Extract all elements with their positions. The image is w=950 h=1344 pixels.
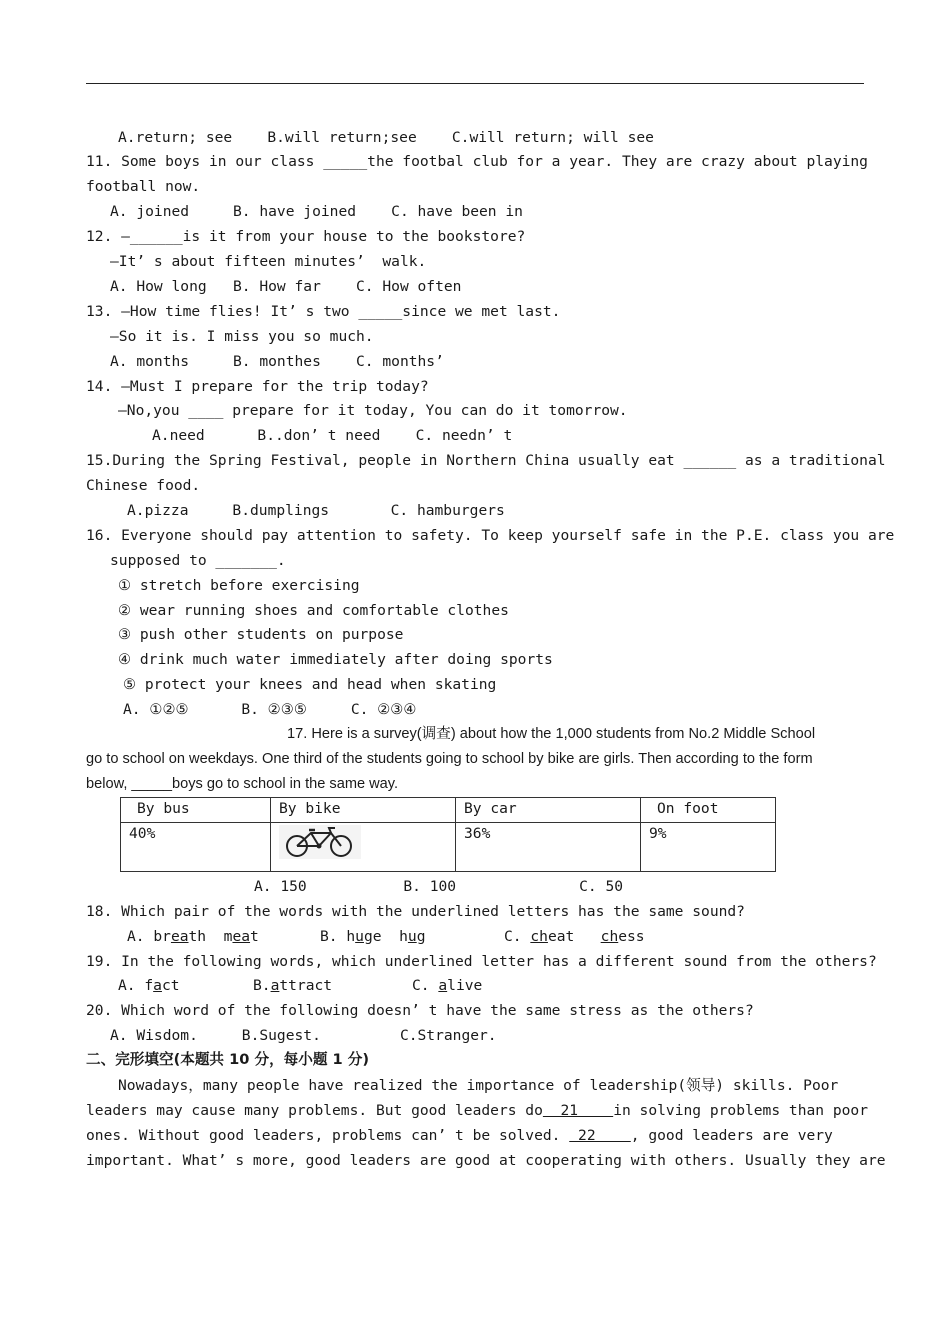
value-on-foot: 9% [641,823,776,872]
survey-table [120,797,776,872]
blank-21: 21 [542,1102,614,1119]
bicycle-icon [279,825,361,859]
q13-line2: —So it is. I miss you so much. [110,328,374,345]
q16-item-3: ③ push other students on purpose [118,626,404,643]
q17-line3: below, _____boys go to school in the same way. [86,776,399,792]
passage-line3: ones. Without good leaders, problems can’ t be solved. 22 , good leaders are very [86,1127,833,1144]
section2-heading: 二、完形填空(本题共 10 分，每小题 1 分) [86,1051,370,1068]
q18-option-c: C. cheat chess [504,928,645,945]
header-on-foot: On foot [641,798,776,823]
q16-line1: 16. Everyone should pay attention to safety. To keep yourself safe in the P.E. class you are [86,527,895,544]
passage-line1: Nowadays，many people have realized the importance of leadership(领导) skills. Poor [118,1077,839,1094]
q16-item-4: ④ drink much water immediately after doing sports [118,651,553,668]
q14-line2: —No,you ____ prepare for it today, You can do it tomorrow. [118,402,628,419]
q11-line1: 11. Some boys in our class _____the footbal club for a year. They are crazy about playing [86,153,868,170]
q19-option-a: A. fact [118,977,180,994]
q16-line2: supposed to _______. [110,552,286,569]
header-rule [86,83,864,84]
passage-line4: important. What’ s more, good leaders are good at cooperating with others. Usually they are [86,1152,886,1169]
q16-item-2: ② wear running shoes and comfortable clothes [118,602,509,619]
q19-option-c: C. alive [412,977,483,994]
q16-item-5: ⑤ protect your knees and head when skating [123,676,497,693]
q10-options: A.return; see B.will return;see C.will return; will see [118,129,654,146]
value-by-bus: 40% [121,823,271,872]
q17-line2: go to school on weekdays. One third of the students going to school by bike are girls. Then according to the form [86,751,813,767]
header-by-bus: By bus [121,798,271,823]
q19-option-b: B.attract [253,977,333,994]
survey-header-row [121,798,776,823]
q17-line1: 17. Here is a survey(调查) about how the 1,000 students from No.2 Middle School [287,726,816,742]
header-by-car: By car [456,798,641,823]
q16-options: A. ①②⑤ B. ②③⑤ C. ②③④ [123,701,417,718]
value-by-bike [271,823,456,872]
survey-value-row [121,823,776,872]
q15-line2: Chinese food. [86,477,201,494]
q15-line1: 15.During the Spring Festival, people in Northern China usually eat ______ as a traditional [86,452,886,469]
header-by-bike: By bike [271,798,456,823]
q13-line1: 13. —How time flies! It’ s two _____since we met last. [86,303,561,320]
q20-options: A. Wisdom. B.Sugest. C.Stranger. [110,1027,497,1044]
q11-line2: football now. [86,178,201,195]
passage-line2: leaders may cause many problems. But good leaders do 21 in solving problems than poor [86,1102,868,1119]
blank-22: 22 [569,1127,631,1144]
q12-options: A. How long B. How far C. How often [110,278,462,295]
q20-line1: 20. Which word of the following doesn’ t have the same stress as the others? [86,1002,754,1019]
q12-line2: —It’ s about fifteen minutes’ walk. [110,253,427,270]
q11-options: A. joined B. have joined C. have been in [110,203,523,220]
q12-line1: 12. —______is it from your house to the bookstore? [86,228,526,245]
q16-item-1: ① stretch before exercising [118,577,360,594]
q17-options: A. 150 B. 100 C. 50 [254,878,624,895]
q18-option-b: B. huge hug [320,928,426,945]
q18-line1: 18. Which pair of the words with the underlined letters has the same sound? [86,903,745,920]
q18-options: A. breath meat [127,928,259,945]
q19-line1: 19. In the following words, which underlined letter has a different sound from the others? [86,953,877,970]
value-by-car: 36% [456,823,641,872]
q14-line1: 14. —Must I prepare for the trip today? [86,378,429,395]
q15-options: A.pizza B.dumplings C. hamburgers [127,502,505,519]
q14-options: A.need B..don’ t need C. needn’ t [152,427,513,444]
q13-options: A. months B. monthes C. months’ [110,353,444,370]
